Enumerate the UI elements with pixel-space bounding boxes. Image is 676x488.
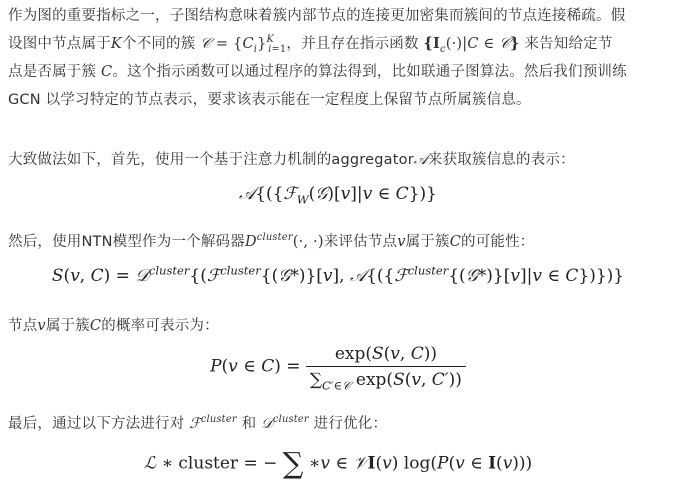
math-K: K — [110, 36, 122, 52]
fraction-denominator: $\sum_{C'\in 𝒞}$ exp(S(v, C′)) — [309, 370, 462, 393]
math-A: 𝒜 — [413, 152, 428, 168]
math-v: v — [397, 234, 406, 250]
equation-aggregator: 𝒜{({ℱ$_W$(𝒢)[v]|v ∈ C})} — [239, 184, 437, 207]
paragraph-decoder — [8, 228, 668, 256]
probability-fraction — [306, 344, 466, 393]
paragraph-probability — [8, 312, 668, 340]
intro-line-4: GCN 以学习特定的节点表示，要求该表示能在一定程度上保留节点所属簇信息。 — [8, 92, 531, 108]
math-F-cluster: ℱ$^{cluster}$ — [189, 414, 237, 432]
optimization-text-a: 最后，通过以下方法进行对 — [8, 416, 185, 432]
intro-line-2-text-b: 个不同的簇 — [121, 36, 196, 52]
decoder-text-a: 然后，使用NTN模型作为一个解码器 — [8, 234, 245, 250]
math-indicator: {$I_c(\cdot)|C$ ∈ 𝒞} — [423, 35, 520, 55]
fraction-numerator: exp(S(v, C)) — [306, 344, 466, 367]
intro-line-2-text-c: ，并且存在指示函数 — [286, 36, 419, 52]
intro-line-2-text-a: 设图中节点属于 — [8, 36, 111, 52]
aggregator-text: 大致做法如下，首先，使用一个基于注意力机制的aggregator — [8, 152, 414, 168]
math-decoder: $D^{cluster}(\cdot$, ·) — [244, 232, 324, 250]
intro-line-2 — [8, 30, 668, 58]
math-C: C — [101, 64, 113, 80]
aggregator-tail: 来获取簇信息的表示： — [427, 152, 575, 168]
probability-text-a: 节点 — [8, 318, 38, 334]
probability-text-b: 属于簇 — [45, 318, 90, 334]
paragraph-optimization — [8, 410, 668, 438]
math-C: C — [449, 234, 461, 250]
math-v: v — [37, 318, 46, 334]
optimization-text-c: 进行优化： — [313, 416, 388, 432]
optimization-text-b: 和 — [241, 416, 257, 432]
paragraph-aggregator — [8, 146, 668, 174]
math-C: C — [89, 318, 102, 334]
math-cluster-set: 𝒞 = $\{C_i\}^K_{i=1}$ — [200, 34, 287, 55]
intro-line-3 — [8, 58, 668, 86]
intro-line-2-text-d: 来告知给定节 — [524, 36, 613, 52]
decoder-text-c: 属于簇 — [405, 234, 450, 250]
math-D-cluster: 𝒟$^{cluster}$ — [261, 414, 309, 432]
paragraph-intro — [8, 2, 668, 114]
decoder-text-d: 的可能性： — [461, 234, 535, 250]
equation-probability: P(v ∈ C) = $\frac{\exp(S(v, C))}{\sum_{C'\in 𝒞} \exp(S(v, C'))}$ — [0, 344, 676, 390]
decoder-text-b: 来评估节点 — [323, 234, 398, 250]
intro-line-1: 作为图的重要指标之一，子图结构意味着簇内部节点的连接更加密集而簇间的节点连接稀疏。假 — [8, 8, 626, 24]
equation-loss: ℒ ∗ cluster = − ∑ ∗v ∈ 𝒱I(v) log(P(v ∈ I(v))) — [143, 446, 533, 480]
intro-line-3-text-b: 。这个指示函数可以通过程序的算法得到，比如联通子图算法。然后我们预训练 — [112, 64, 627, 80]
probability-text-c: 的概率可表示为： — [101, 318, 219, 334]
equation-score: S(v, C) = 𝒟$^{cluster}${(ℱ$^{cluster}${(𝒢*)}[v], 𝒜{({ℱ$^{cluster}${(𝒢*)}[v]|v ∈ C})})} — [51, 263, 625, 286]
intro-line-3-text-a: 点是否属于簇 — [8, 64, 97, 80]
